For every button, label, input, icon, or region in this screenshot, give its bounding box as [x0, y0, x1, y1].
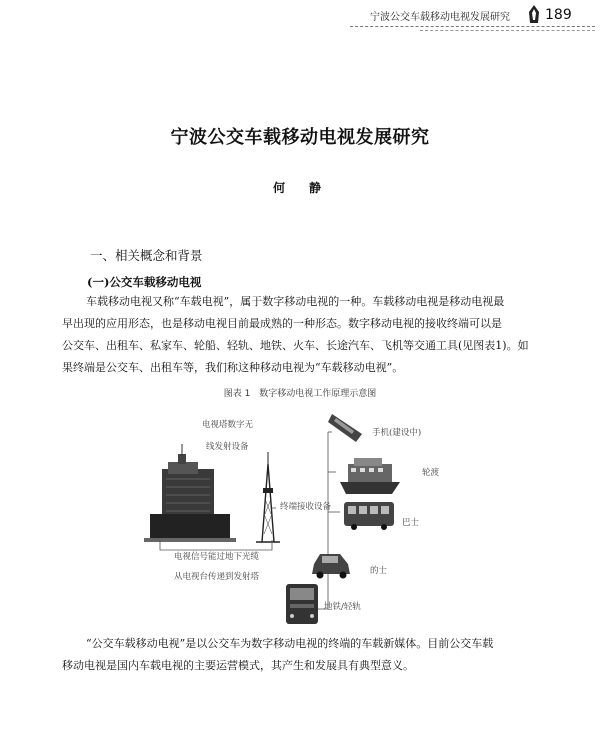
page-number: 189: [545, 7, 572, 23]
mobile-phone-icon: [328, 414, 362, 442]
tv-station-building-icon: [144, 444, 236, 542]
label-taxi: 的士: [370, 566, 388, 576]
subsection-heading: (一)公交车载移动电视: [87, 275, 202, 289]
paragraph-2-line-2: 移动电视是国内车载电视的主要运营模式，其产生和发展具有典型意义。: [62, 659, 414, 672]
figure-caption: 图表 1 数字移动电视工作原理示意图: [223, 389, 377, 399]
journal-logo-icon: [527, 4, 541, 24]
label-subway: 地铁/轻轨: [324, 602, 361, 612]
article-author: 何 静: [272, 181, 327, 195]
transmission-tower-icon: [256, 452, 280, 542]
label-tower-line1: 电视塔数字无: [202, 420, 254, 430]
label-signal-line1: 电视信号能过地下光缆: [174, 552, 260, 562]
paragraph-1-line-3: 公交车、出租车、私家车、轮船、轻轨、地铁、火车、长途汽车、飞机等交通工具(见图表1)。如: [62, 339, 529, 352]
article-title: 宁波公交车载移动电视发展研究: [170, 127, 430, 148]
paragraph-1-line-1: 车载移动电视又称“车载电视”，属于数字移动电视的一种。车载移动电视是移动电视最: [86, 295, 505, 308]
section-heading: 一、相关概念和背景: [90, 248, 203, 263]
label-ferry: 轮渡: [422, 468, 440, 478]
header-rule-secondary: [420, 30, 595, 31]
paragraph-1-line-4: 果终端是公交车、出租车等，我们称这种移动电视为“车载移动电视”。: [62, 361, 404, 374]
label-signal-line2: 从电视台传递到发射塔: [174, 572, 260, 582]
running-header-title: 宁波公交车载移动电视发展研究: [370, 12, 510, 23]
taxi-icon: [312, 554, 350, 579]
subway-train-icon: [286, 584, 318, 624]
label-terminal: 终端接收设备: [280, 502, 332, 512]
ferry-icon: [340, 458, 400, 494]
label-tower-line2: 线发射设备: [206, 442, 249, 452]
paragraph-2-line-1: “公交车载移动电视”是以公交车为数字移动电视的终端的车载新媒体。目前公交车载: [86, 637, 494, 650]
paragraph-1-line-2: 早出现的应用形态，也是移动电视目前最成熟的一种形态。数字移动电视的接收终端可以是: [62, 317, 502, 330]
label-phone: 手机(建设中): [372, 428, 422, 438]
figure-diagram: [140, 404, 470, 626]
bus-icon: [344, 502, 394, 530]
header-rule: [350, 26, 595, 27]
label-bus: 巴士: [402, 518, 420, 528]
